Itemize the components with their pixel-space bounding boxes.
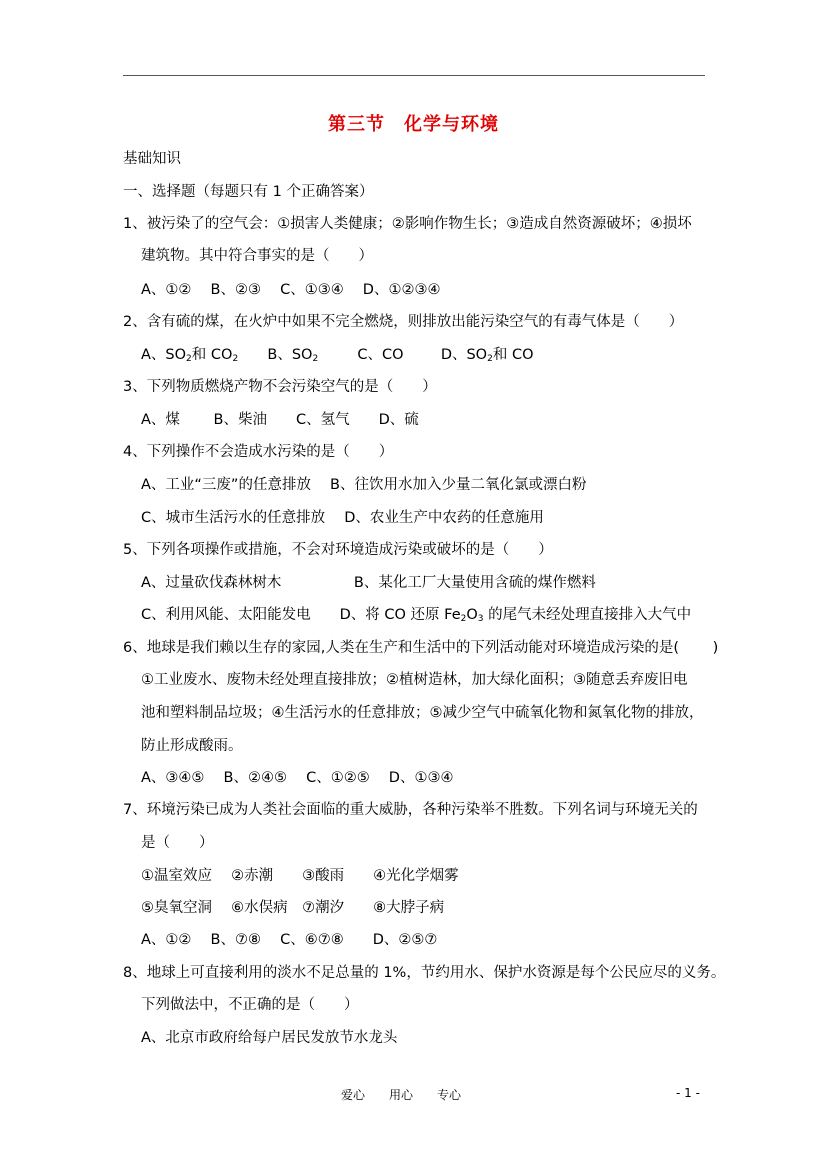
q8-stem-cont: 下列做法中，不正确的是（ ） bbox=[141, 997, 359, 1013]
page-number: - 1 - bbox=[676, 1086, 700, 1100]
q5-options-ab: A、过量砍伐森林树木 B、某化工厂大量使用含硫的煤作燃料 bbox=[141, 575, 596, 591]
q1-stem-cont: 建筑物。其中符合事实的是（ ） bbox=[141, 248, 373, 264]
q6-items-2: 池和塑料制品垃圾；④生活污水的任意排放；⑤减少空气中硫氧化物和氮氧化物的排放， bbox=[141, 705, 704, 721]
q4-options-ab: A、工业“三废”的任意排放 B、往饮用水加入少量二氧化氯或漂白粉 bbox=[141, 477, 587, 493]
page-title: 第三节 化学与环境 bbox=[328, 114, 499, 135]
q8-stem: 8、地球上可直接利用的淡水不足总量的 1%，节约用水、保护水资源是每个公民应尽的义务。 bbox=[123, 965, 726, 981]
header-rule bbox=[123, 75, 705, 76]
q5-stem: 5、下列各项操作或措施，不会对环境造成污染或破坏的是（ ） bbox=[123, 542, 553, 558]
q7-items-2: ⑤臭氧空洞 ⑥水俣病 ⑦潮汐 ⑧大脖子病 bbox=[141, 900, 445, 916]
q7-items-1: ①温室效应 ②赤潮 ③酸雨 ④光化学烟雾 bbox=[141, 868, 459, 884]
part-heading: 一、选择题（每题只有 1 个正确答案） bbox=[123, 184, 374, 200]
q6-items-3: 防止形成酸雨。 bbox=[141, 738, 243, 754]
q1-options: A、①② B、②③ C、①③④ D、①②③④ bbox=[141, 282, 441, 298]
q8-option-a: A、北京市政府给每户居民发放节水龙头 bbox=[141, 1030, 398, 1046]
q4-options-cd: C、城市生活污水的任意排放 D、农业生产中农药的任意施用 bbox=[141, 510, 544, 526]
q3-stem: 3、下列物质燃烧产物不会污染空气的是（ ） bbox=[123, 379, 437, 395]
q7-stem: 7、环境污染已成为人类社会面临的重大威胁，各种污染举不胜数。下列名词与环境无关的 bbox=[123, 802, 698, 818]
q7-stem-cont: 是（ ） bbox=[141, 835, 214, 851]
q2-options: A、$SO_2$和 $CO_2$ B、$SO_2$ C、CO D、$SO_2$和 CO bbox=[141, 347, 534, 364]
q2-stem: 2、含有硫的煤，在火炉中如果不完全燃烧，则排放出能污染空气的有毒气体是（ ） bbox=[123, 314, 684, 330]
section-heading: 基础知识 bbox=[123, 151, 181, 167]
q5-options-cd: C、利用风能、太阳能发电 D、将 CO 还原 $Fe_2O_3$ 的尾气未经处理直接排入大气中 bbox=[141, 607, 692, 624]
q7-options: A、①② B、⑦⑧ C、⑥⑦⑧ D、②⑤⑦ bbox=[141, 932, 438, 948]
q3-options: A、煤 B、柴油 C、氢气 D、硫 bbox=[141, 412, 419, 428]
q4-stem: 4、下列操作不会造成水污染的是（ ） bbox=[123, 444, 394, 460]
q1-stem: 1、被污染了的空气会：①损害人类健康；②影响作物生长；③造成自然资源破坏；④损坏 bbox=[123, 216, 692, 232]
q6-options: A、③④⑤ B、②④⑤ C、①②⑤ D、①③④ bbox=[141, 770, 454, 786]
q6-items-1: ①工业废水、废物未经处理直接排放；②植树造林，加大绿化面积；③随意丢弃废旧电 bbox=[141, 672, 688, 688]
q6-stem: 6、地球是我们赖以生存的家园,人类在生产和生活中的下列活动能对环境造成污染的是( ) bbox=[123, 640, 719, 656]
footer-motto: 爱心 用心 专心 bbox=[341, 1088, 462, 1102]
